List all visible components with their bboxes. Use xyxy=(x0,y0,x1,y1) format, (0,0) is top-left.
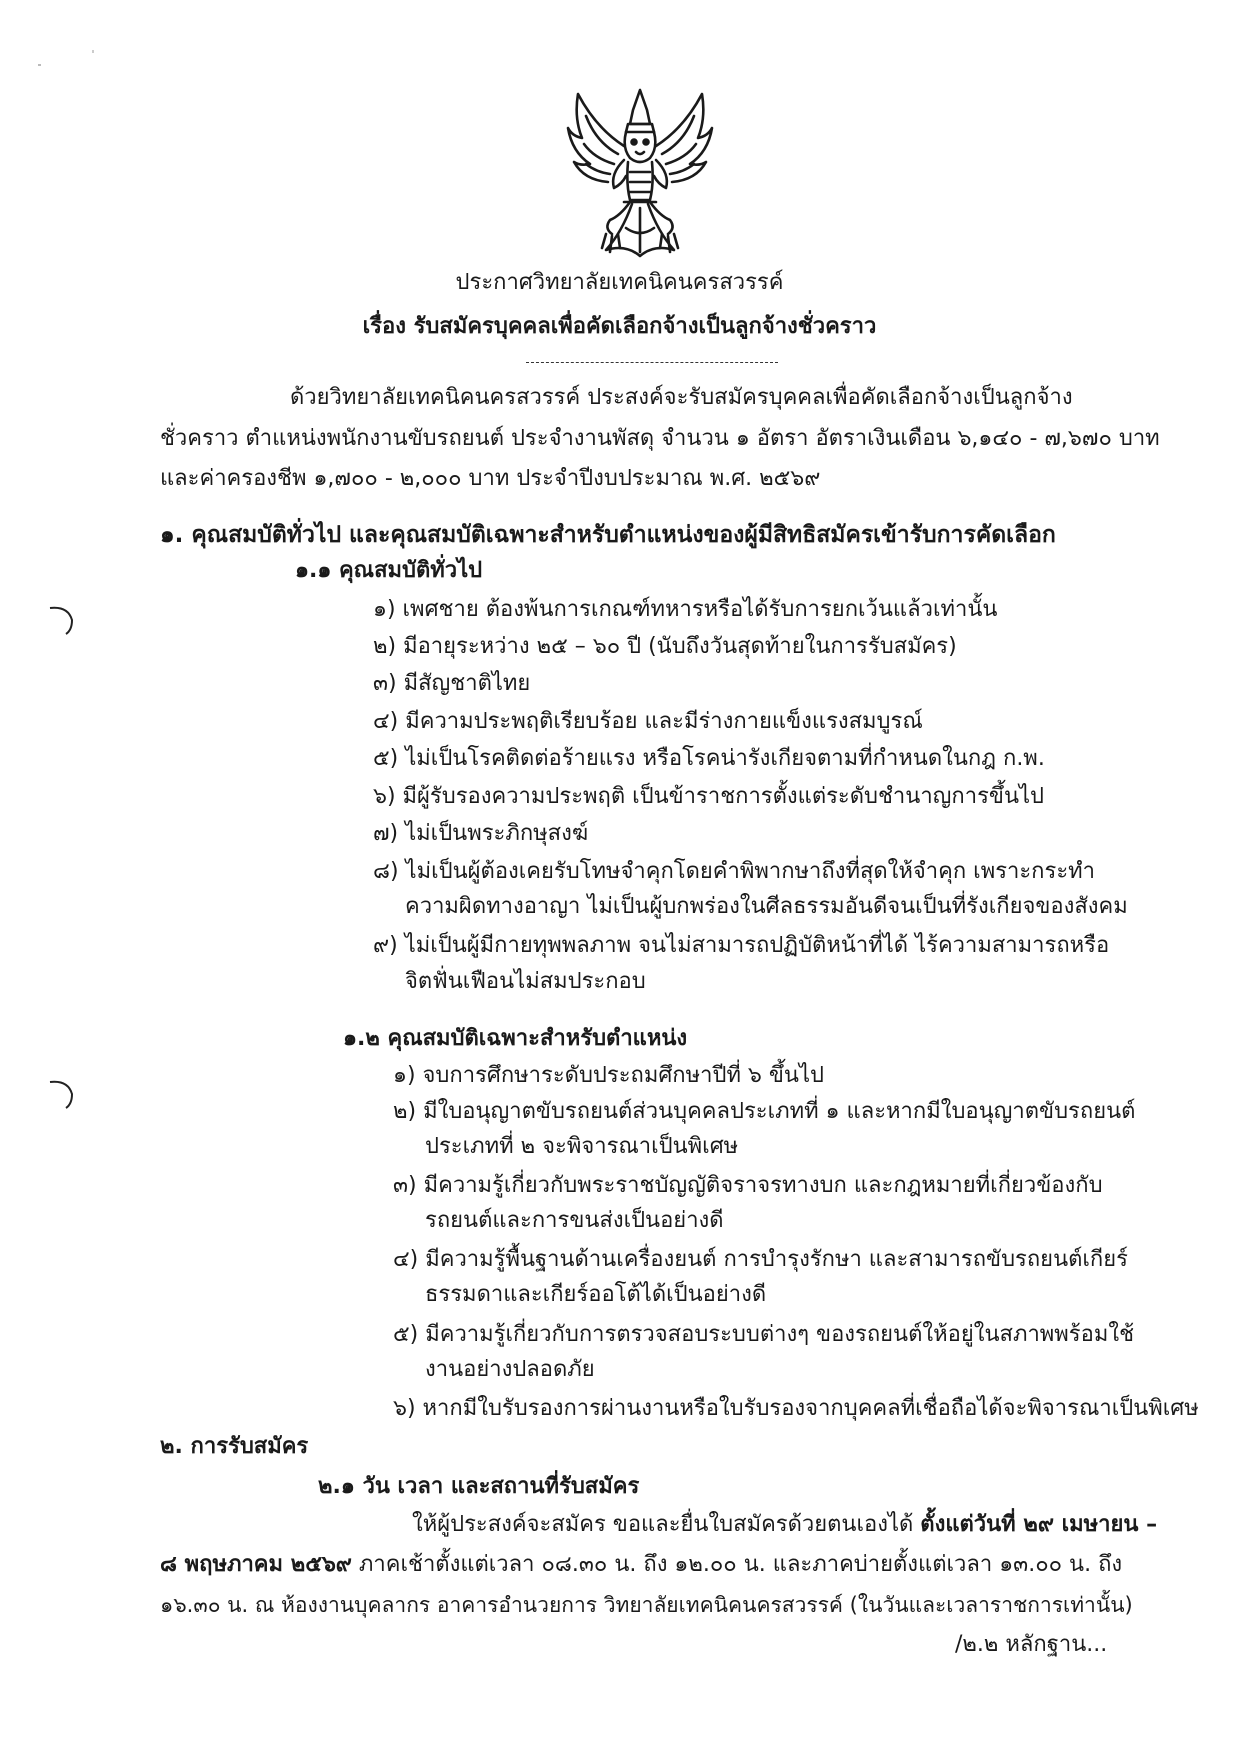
qualification-item: ๔) มีความประพฤติเรียบร้อย และมีร่างกายแข็งแรงสมบูรณ์ xyxy=(373,709,923,734)
intro-line: ชั่วคราว ตำแหน่งพนักงานขับรถยนต์ ประจำงานพัสดุ จำนวน ๑ อัตรา อัตราเงินเดือน ๖,๑๔๐ - ๗,๖๗๐ บาท xyxy=(160,426,1160,451)
application-paragraph-line xyxy=(160,1550,1122,1580)
qualification-item: ๖) มีผู้รับรองความประพฤติ เป็นข้าราชการตั้งแต่ระดับชำนาญการขึ้นไป xyxy=(373,784,1045,809)
application-paragraph-text: ให้ผู้ประสงค์จะสมัคร ขอและยื่นใบสมัครด้วยตนเองได้ xyxy=(412,1512,921,1537)
qualification-item-continued: จิตฟั่นเฟือนไม่สมประกอบ xyxy=(405,969,646,994)
qualification-item: ๒) มีอายุระหว่าง ๒๕ – ๖๐ ปี (นับถึงวันสุดท้ายในการรับสมัคร) xyxy=(373,634,957,659)
application-date-end: ๘ พฤษภาคม ๒๕๖๙ xyxy=(160,1552,352,1577)
qualification-item: ๗) ไม่เป็นพระภิกษุสงฆ์ xyxy=(373,821,589,846)
punch-hole-mark-icon xyxy=(48,1078,76,1110)
qualification-item-continued: ความผิดทางอาญา ไม่เป็นผู้บกพร่องในศีลธรรมอันดีจนเป็นที่รังเกียจของสังคม xyxy=(405,894,1128,919)
specific-qualification-item: ๓) มีความรู้เกี่ยวกับพระราชบัญญัติจราจรทางบก และกฎหมายที่เกี่ยวข้องกับ xyxy=(393,1173,1103,1198)
specific-qualification-item-continued: ประเภทที่ ๒ จะพิจารณาเป็นพิเศษ xyxy=(425,1134,739,1159)
qualification-item: ๑) เพศชาย ต้องพ้นการเกณฑ์ทหารหรือได้รับการยกเว้นแล้วเท่านั้น xyxy=(373,597,998,622)
specific-qualification-item: ๑) จบการศึกษาระดับประถมศึกษาปีที่ ๖ ขึ้นไป xyxy=(393,1063,824,1088)
header-divider xyxy=(526,362,778,363)
qualification-item: ๕) ไม่เป็นโรคติดต่อร้ายแรง หรือโรคน่ารังเกียจตามที่กำหนดในกฎ ก.พ. xyxy=(373,746,1045,771)
specific-qualification-item-continued: ธรรมดาและเกียร์ออโต้ได้เป็นอย่างดี xyxy=(425,1282,767,1307)
qualification-item: ๘) ไม่เป็นผู้ต้องเคยรับโทษจำคุกโดยคำพิพากษาถึงที่สุดให้จำคุก เพราะกระทำ xyxy=(373,859,1095,884)
page-continuation: /๒.๒ หลักฐาน... xyxy=(955,1632,1108,1657)
section-1-1-heading: ๑.๑ คุณสมบัติทั่วไป xyxy=(295,558,483,583)
intro-line: ด้วยวิทยาลัยเทคนิคนครสวรรค์ ประสงค์จะรับสมัครบุคคลเพื่อคัดเลือกจ้างเป็นลูกจ้าง xyxy=(290,385,1073,410)
specific-qualification-item: ๕) มีความรู้เกี่ยวกับการตรวจสอบระบบต่างๆ ของรถยนต์ให้อยู่ในสภาพพร้อมใช้ xyxy=(393,1322,1135,1347)
scan-speck xyxy=(38,64,41,66)
qualification-item: ๙) ไม่เป็นผู้มีกายทุพพลภาพ จนไม่สามารถปฏิบัติหน้าที่ได้ ไร้ความสามารถหรือ xyxy=(373,933,1110,958)
scan-speck xyxy=(92,50,94,53)
specific-qualification-item: ๖) หากมีใบรับรองการผ่านงานหรือใบรับรองจากบุคคลที่เชื่อถือได้จะพิจารณาเป็นพิเศษ xyxy=(393,1396,1199,1421)
announcement-title: ประกาศวิทยาลัยเทคนิคนครสวรรค์ xyxy=(455,270,784,295)
application-date-range: ตั้งแต่วันที่ ๒๙ เมษายน – xyxy=(920,1512,1158,1537)
specific-qualification-item: ๒) มีใบอนุญาตขับรถยนต์ส่วนบุคคลประเภทที่ ๑ และหากมีใบอนุญาตขับรถยนต์ xyxy=(393,1099,1136,1124)
section-2-1-heading: ๒.๑ วัน เวลา และสถานที่รับสมัคร xyxy=(318,1474,640,1499)
specific-qualification-item-continued: งานอย่างปลอดภัย xyxy=(425,1357,595,1382)
section-2-heading: ๒. การรับสมัคร xyxy=(160,1434,309,1459)
application-paragraph-line: ๑๖.๓๐ น. ณ ห้องงานบุคลากร อาคารอำนวยการ วิทยาลัยเทคนิคนครสวรรค์ (ในวันและเวลาราชการเท่านั้น) xyxy=(160,1593,1133,1617)
announcement-subject: เรื่อง รับสมัครบุคคลเพื่อคัดเลือกจ้างเป็นลูกจ้างชั่วคราว xyxy=(362,314,877,339)
section-1-heading: ๑. คุณสมบัติทั่วไป และคุณสมบัติเฉพาะสำหรับตำแหน่งของผู้มีสิทธิสมัครเข้ารับการคัดเลือก xyxy=(160,522,1056,548)
application-paragraph-text: ภาคเช้าตั้งแต่เวลา ๐๘.๓๐ น. ถึง ๑๒.๐๐ น. และภาคบ่ายตั้งแต่เวลา ๑๓.๐๐ น. ถึง xyxy=(351,1552,1123,1577)
punch-hole-mark-icon xyxy=(48,604,76,636)
application-paragraph-line xyxy=(412,1510,1157,1540)
specific-qualification-item: ๔) มีความรู้พื้นฐานด้านเครื่องยนต์ การบำรุงรักษา และสามารถขับรถยนต์เกียร์ xyxy=(393,1247,1128,1272)
section-1-2-heading: ๑.๒ คุณสมบัติเฉพาะสำหรับตำแหน่ง xyxy=(343,1026,688,1051)
garuda-emblem-icon xyxy=(566,88,714,260)
intro-line: และค่าครองชีพ ๑,๗๐๐ - ๒,๐๐๐ บาท ประจำปีงบประมาณ พ.ศ. ๒๕๖๙ xyxy=(160,466,821,491)
qualification-item: ๓) มีสัญชาติไทย xyxy=(373,671,531,696)
specific-qualification-item-continued: รถยนต์และการขนส่งเป็นอย่างดี xyxy=(425,1208,724,1233)
